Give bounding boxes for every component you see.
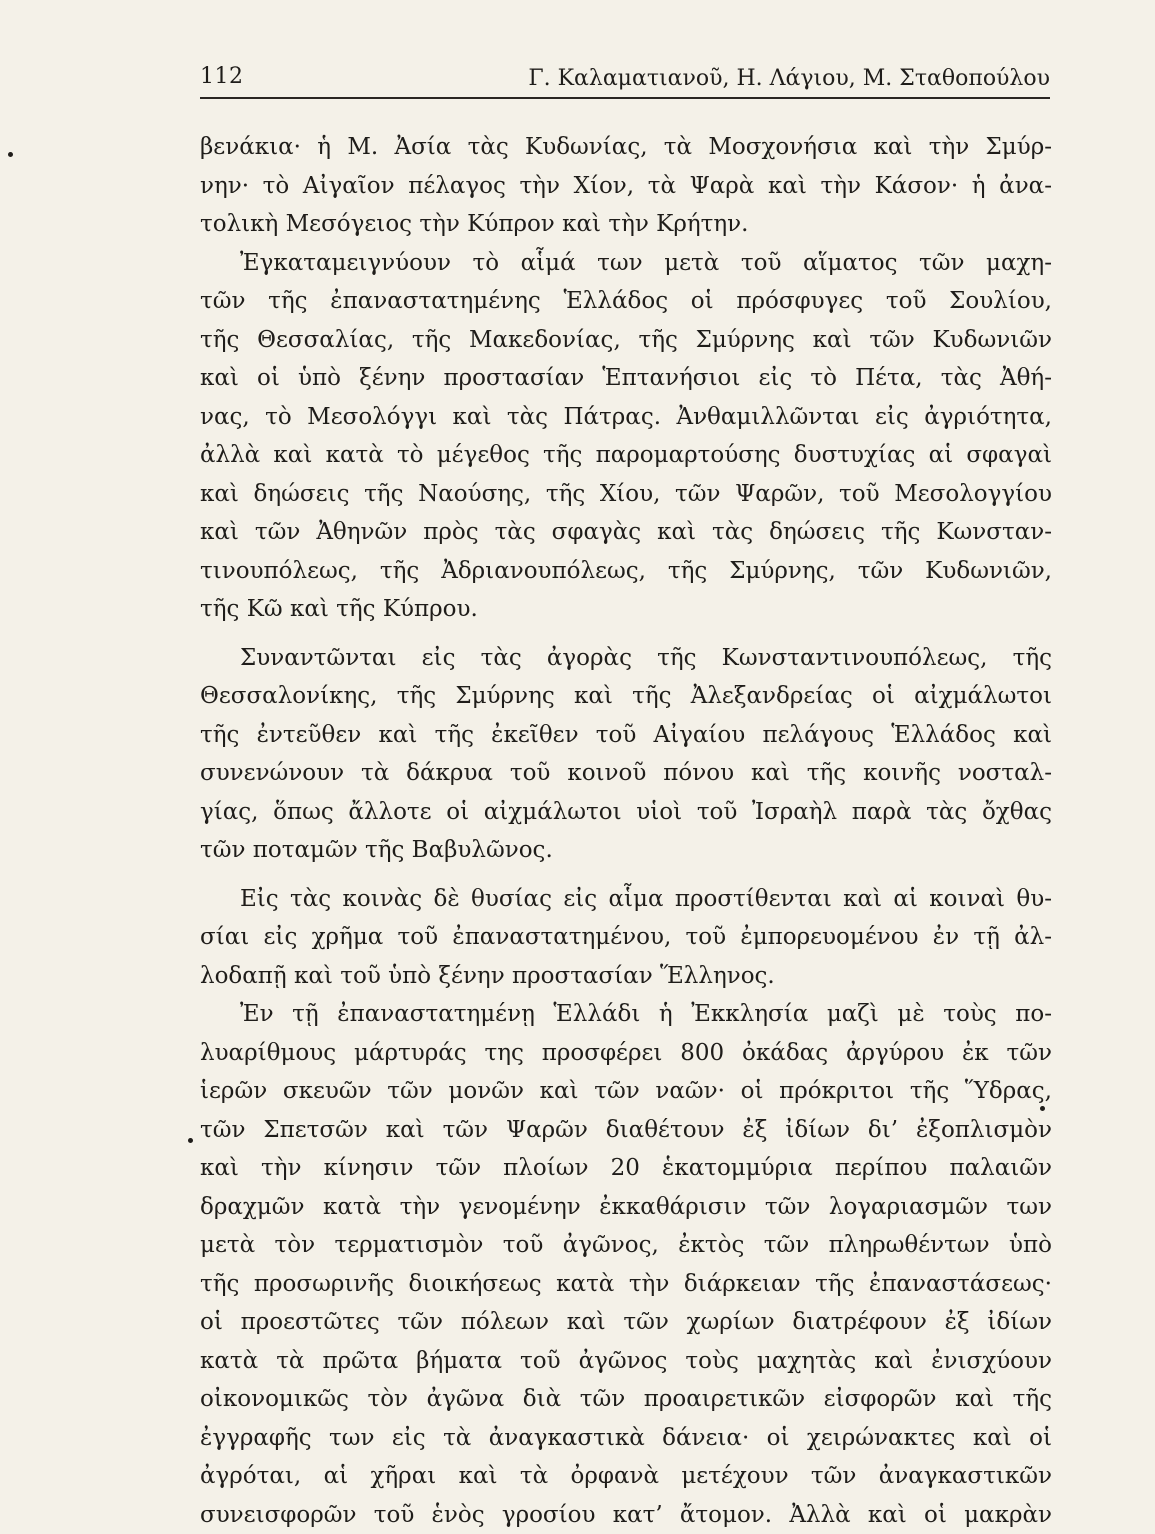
text-line: μετὰ τὸν τερματισμὸν τοῦ ἀγῶνος, ἐκτὸς τῶν πληρωθέντων ὑπὸ: [200, 1226, 1052, 1265]
text-line: δραχμῶν κατὰ τὴν γενομένην ἐκκαθάρισιν τῶν λογαριασμῶν των: [200, 1188, 1052, 1227]
text-line: τῆς Κῶ καὶ τῆς Κύπρου.: [200, 590, 1052, 629]
text-line: καὶ δηώσεις τῆς Ναούσης, τῆς Χίου, τῶν Ψαρῶν, τοῦ Μεσολογγίου: [200, 475, 1052, 514]
text-line: τῆς προσωρινῆς διοικήσεως κατὰ τὴν διάρκειαν τῆς ἐπαναστάσεως·: [200, 1265, 1052, 1304]
running-head: Γ. Καλαματιανοῦ, Η. Λάγιου, Μ. Σταθοπούλου: [528, 66, 1050, 91]
text-line: βενάκια· ἡ Μ. Ἀσία τὰς Κυδωνίας, τὰ Μοσχονήσια καὶ τὴν Σμύρ-: [200, 128, 1052, 167]
text-line: νας, τὸ Μεσολόγγι καὶ τὰς Πάτρας. Ἀνθαμιλλῶνται εἰς ἀγριότητα,: [200, 398, 1052, 437]
text-line: τῶν τῆς ἐπαναστατημένης Ἑλλάδος οἱ πρόσφυγες τοῦ Σουλίου,: [200, 282, 1052, 321]
text-line: λοδαπῇ καὶ τοῦ ὑπὸ ξένην προστασίαν Ἕλληνος.: [200, 957, 1052, 996]
text-line: συνεισφορῶν τοῦ ἑνὸς γροσίου κατ’ ἄτομον. Ἀλλὰ καὶ οἱ μακρὰν: [200, 1496, 1052, 1534]
text-line: γίας, ὅπως ἄλλοτε οἱ αἰχμάλωτοι υἱοὶ τοῦ Ἰσραὴλ παρὰ τὰς ὄχθας: [200, 793, 1052, 832]
text-line: καὶ τὴν κίνησιν τῶν πλοίων 20 ἑκατομμύρια περίπου παλαιῶν: [200, 1149, 1052, 1188]
text-line: νην· τὸ Αἰγαῖον πέλαγος τὴν Χίον, τὰ Ψαρὰ καὶ τὴν Κάσον· ἡ ἀνα-: [200, 167, 1052, 206]
text-line: λυαρίθμους μάρτυράς της προσφέρει 800 ὀκάδας ἀργύρου ἐκ τῶν: [200, 1034, 1052, 1073]
body-text: [200, 128, 1052, 1534]
paragraph-first-line: Ἐν τῇ ἐπαναστατημένῃ Ἑλλάδι ἡ Ἐκκλησία μαζὶ μὲ τοὺς πο-: [200, 995, 1052, 1034]
paragraph-first-line: Συναντῶνται εἰς τὰς ἀγορὰς τῆς Κωνσταντινουπόλεως, τῆς: [200, 639, 1052, 678]
text-line: καὶ οἱ ὑπὸ ξένην προστασίαν Ἑπτανήσιοι εἰς τὸ Πέτα, τὰς Ἀθή-: [200, 359, 1052, 398]
text-line: τολικὴ Μεσόγειος τὴν Κύπρον καὶ τὴν Κρήτην.: [200, 205, 1052, 244]
text-line: καὶ τῶν Ἀθηνῶν πρὸς τὰς σφαγὰς καὶ τὰς δηώσεις τῆς Κωνσταν-: [200, 513, 1052, 552]
text-line: τινουπόλεως, τῆς Ἀδριανουπόλεως, τῆς Σμύρνης, τῶν Κυδωνιῶν,: [200, 552, 1052, 591]
left-margin-mark: [8, 152, 13, 157]
text-line: σίαι εἰς χρῆμα τοῦ ἐπαναστατημένου, τοῦ ἐμπορευομένου ἐν τῇ ἀλ-: [200, 918, 1052, 957]
text-line: τῶν ποταμῶν τῆς Βαβυλῶνος.: [200, 831, 1052, 870]
paragraph-first-line: Ἐγκαταμειγνύουν τὸ αἷμά των μετὰ τοῦ αἵματος τῶν μαχη-: [200, 244, 1052, 283]
text-line: οἱ προεστῶτες τῶν πόλεων καὶ τῶν χωρίων διατρέφουν ἐξ ἰδίων: [200, 1303, 1052, 1342]
text-line: τῶν Σπετσῶν καὶ τῶν Ψαρῶν διαθέτουν ἐξ ἰδίων δι’ ἐξοπλισμὸν: [200, 1111, 1052, 1150]
page-number: 112: [200, 64, 244, 89]
text-line: ἀγρόται, αἱ χῆραι καὶ τὰ ὀρφανὰ μετέχουν τῶν ἀναγκαστικῶν: [200, 1457, 1052, 1496]
text-line: τῆς ἐντεῦθεν καὶ τῆς ἐκεῖθεν τοῦ Αἰγαίου πελάγους Ἑλλάδος καὶ: [200, 716, 1052, 755]
text-line: τῆς Θεσσαλίας, τῆς Μακεδονίας, τῆς Σμύρνης καὶ τῶν Κυδωνιῶν: [200, 321, 1052, 360]
text-line: κατὰ τὰ πρῶτα βήματα τοῦ ἀγῶνος τοὺς μαχητὰς καὶ ἐνισχύουν: [200, 1342, 1052, 1381]
text-line: Θεσσαλονίκης, τῆς Σμύρνης καὶ τῆς Ἀλεξανδρείας οἱ αἰχμάλωτοι: [200, 677, 1052, 716]
header-rule: [200, 97, 1050, 99]
paragraph-first-line: Εἰς τὰς κοινὰς δὲ θυσίας εἰς αἷμα προστίθενται καὶ αἱ κοιναὶ θυ-: [200, 880, 1052, 919]
text-line: ἐγγραφῆς των εἰς τὰ ἀναγκαστικὰ δάνεια· οἱ χειρώνακτες καὶ οἱ: [200, 1419, 1052, 1458]
text-line: συνενώνουν τὰ δάκρυα τοῦ κοινοῦ πόνου καὶ τῆς κοινῆς νοσταλ-: [200, 754, 1052, 793]
left-margin-dot: [188, 1138, 193, 1143]
text-line: ἀλλὰ καὶ κατὰ τὸ μέγεθος τῆς παρομαρτούσης δυστυχίας αἱ σφαγαὶ: [200, 436, 1052, 475]
page-header: [200, 62, 1050, 102]
text-line: οἰκονομικῶς τὸν ἀγῶνα διὰ τῶν προαιρετικῶν εἰσφορῶν καὶ τῆς: [200, 1380, 1052, 1419]
text-line: ἱερῶν σκευῶν τῶν μονῶν καὶ τῶν ναῶν· οἱ πρόκριτοι τῆς Ὕδρας,: [200, 1072, 1052, 1111]
